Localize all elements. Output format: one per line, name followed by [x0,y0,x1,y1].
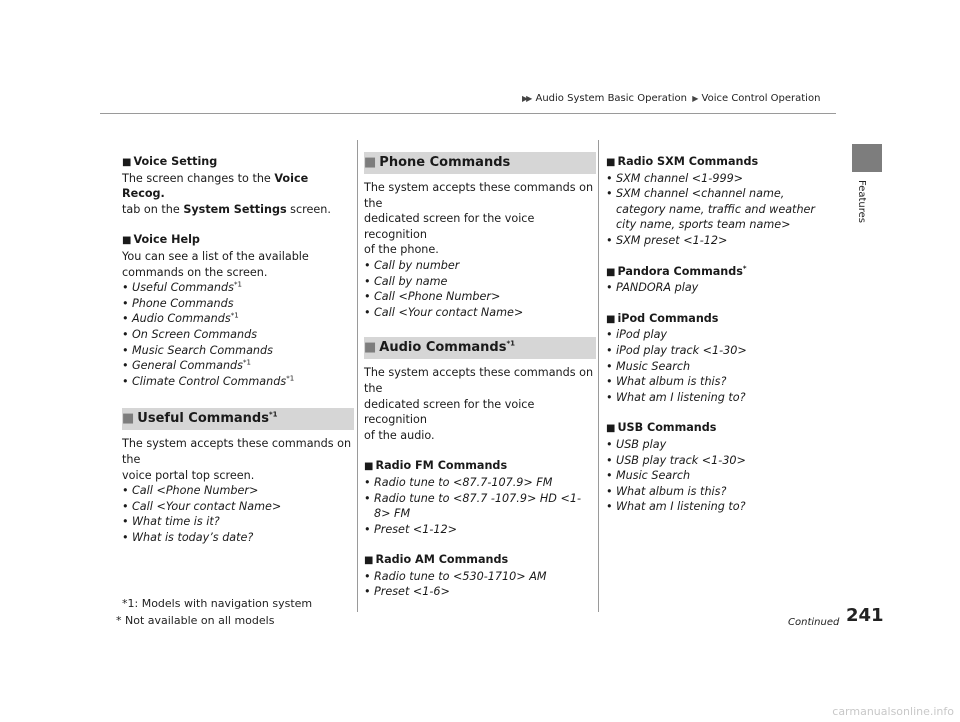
body-text: commands on the screen. [122,265,268,279]
list-item: • SXM channel <channel name, category name, traffic and weather city name, sports team name> [606,186,826,233]
list-item: • PANDORA play [606,280,834,296]
list-item: • Music Search [606,468,834,484]
section-title: ■ Radio FM Commands [364,459,508,473]
list-item: • SXM preset <1-12> [606,233,834,249]
list-item: • Music Search Commands [122,343,352,359]
continued-label: Continued [788,617,840,628]
body-text: tab on the System Settings screen. [122,202,331,216]
square-bullet-icon: ■ [364,461,374,473]
section-title: ■ Voice Help [122,233,200,247]
square-bullet-icon: ■ [364,340,377,356]
list-item: • Music Search [606,359,834,375]
list-item: • What is today’s date? [122,530,352,546]
list-item: • On Screen Commands [122,327,352,343]
section-band-audio: ■ Audio Commands$^{*1}$ [364,337,596,359]
header-divider [100,113,836,114]
list-item: • Call <Your contact Name> [364,305,594,321]
breadcrumb-section[interactable]: Audio System Basic Operation [535,93,687,104]
list-item: • USB play [606,437,834,453]
list-item: • USB play track <1-30> [606,453,834,469]
list-item: • Preset <1-6> [364,584,594,600]
breadcrumb-page[interactable]: Voice Control Operation [701,93,821,104]
square-bullet-icon: ■ [122,411,135,427]
body-text: voice portal top screen. [122,468,255,482]
page-number: 241 [846,605,884,626]
watermark: carmanualsonline.info [832,705,954,718]
list-item: • Call <Your contact Name> [122,499,352,515]
list-item: • What am I listening to? [606,390,834,406]
body-text: dedicated screen for the voice recognition [364,397,535,427]
section-band-useful: ■ Useful Commands$^{*1}$ [122,408,354,430]
section-title: ■ Pandora Commands* [606,263,747,278]
list-item: • What time is it? [122,514,352,530]
list-item: • iPod play [606,327,834,343]
square-bullet-icon: ■ [122,235,132,247]
footnote: *1: Models with navigation system [122,597,313,610]
list-item: • Preset <1-12> [364,522,594,538]
body-text: The screen changes to the Voice Recog. [122,171,309,201]
section-title: ■ Radio SXM Commands [606,155,759,168]
list-item: • Climate Control Commands$^{*1}$ [122,374,352,390]
square-bullet-icon: ■ [606,266,616,278]
body-text: dedicated screen for the voice recognition [364,212,535,241]
list-item: • Audio Commands$^{*1}$ [122,311,352,327]
column-divider [598,140,599,612]
list-item: • Call <Phone Number> [364,289,594,305]
list-item: • Radio tune to <87.7 -107.9> HD <1-8> FM [364,491,589,522]
section-title: ■ Radio AM Commands [364,553,509,567]
list-item: • What album is this? [606,484,834,500]
section-band-phone: ■ Phone Commands [364,152,596,174]
list-item: • SXM channel <1-999> [606,171,834,187]
body-text: The system accepts these commands on the [364,181,594,210]
section-title: ■ Voice Setting [122,155,218,168]
arrow-icon: ▶ [692,94,697,103]
column-right [606,154,834,515]
column-divider [357,140,358,612]
body-text: of the audio. [364,428,435,442]
list-item: • Call by number [364,258,594,274]
list-item: • Call by name [364,274,594,290]
body-text: The system accepts these commands on the [364,366,594,395]
square-bullet-icon: ■ [364,555,374,567]
double-arrow-icon: ▶▶ [522,94,531,103]
body-text: The system accepts these commands on the [122,437,352,466]
body-text: of the phone. [364,243,439,257]
square-bullet-icon: ■ [122,157,132,168]
list-item: • Radio tune to <87.7-107.9> FM [364,475,594,491]
square-bullet-icon: ■ [606,423,616,435]
chapter-tab-marker [852,144,882,172]
list-item: • What album is this? [606,374,834,390]
column-left [122,154,352,545]
section-title: ■ iPod Commands [606,311,719,325]
list-item: • iPod play track <1-30> [606,343,834,359]
availability-note: * Not available on all models [116,614,275,627]
square-bullet-icon: ■ [364,155,377,170]
square-bullet-icon: ■ [606,313,616,325]
list-item: • Useful Commands$^{*1}$ [122,280,352,296]
list-item: • General Commands$^{*1}$ [122,358,352,374]
chapter-label: Features [856,180,867,223]
list-item: • What am I listening to? [606,499,834,515]
body-text: You can see a list of the available [122,249,309,263]
list-item: • Call <Phone Number> [122,483,352,499]
breadcrumb [520,93,820,104]
list-item: • Radio tune to <530-1710> AM [364,569,594,585]
section-title: ■ USB Commands [606,421,717,435]
list-item: • Phone Commands [122,296,352,312]
square-bullet-icon: ■ [606,157,616,168]
column-middle [364,152,594,600]
